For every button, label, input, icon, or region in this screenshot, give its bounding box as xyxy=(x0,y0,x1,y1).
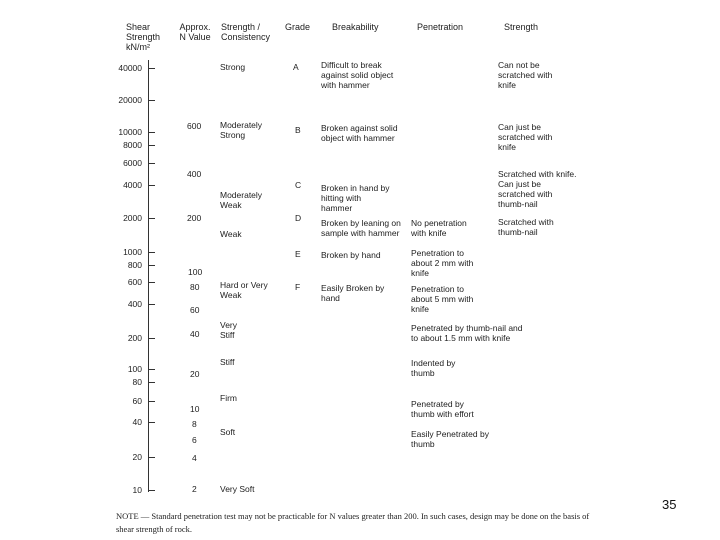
strength-text: Scratched with knife. Can just be scratched with thumb-nail xyxy=(498,169,577,209)
consistency-label: Weak xyxy=(220,229,242,239)
shear-strength-axis xyxy=(148,60,149,492)
axis-tick-label: 400 xyxy=(127,299,142,309)
consistency-label: Stiff xyxy=(220,357,235,367)
header-strength-consistency: Strength / Consistency xyxy=(221,22,271,42)
axis-tick-label: 1000 xyxy=(123,247,142,257)
breakability-text: Difficult to break against solid object with hammer xyxy=(321,60,394,90)
header-penetration: Penetration xyxy=(417,22,464,32)
axis-tick xyxy=(148,401,155,402)
consistency-label: Strong xyxy=(220,62,246,72)
axis-tick xyxy=(148,252,155,253)
axis-tick-label: 6000 xyxy=(123,158,142,168)
axis-tick xyxy=(148,422,155,423)
consistency-label: Hard or Very Weak xyxy=(220,280,268,300)
n-value: 20 xyxy=(190,369,200,379)
header-strength: Strength xyxy=(504,22,539,32)
penetration-text: Penetration to about 5 mm with knife xyxy=(411,284,474,314)
axis-tick-label: 800 xyxy=(127,260,142,270)
penetration-text: Penetrated by thumb with effort xyxy=(411,399,474,419)
axis-tick xyxy=(148,457,155,458)
axis-tick-label: 20000 xyxy=(118,95,142,105)
breakability-text: Broken by leaning on sample with hammer xyxy=(321,218,401,238)
grade-label: B xyxy=(295,125,301,135)
axis-tick-label: 40000 xyxy=(118,63,142,73)
consistency-label: Very Stiff xyxy=(220,320,238,340)
n-value: 6 xyxy=(192,435,197,445)
axis-tick xyxy=(148,132,155,133)
axis-tick-label: 80 xyxy=(132,377,142,387)
breakability-text: Broken in hand by hitting with hammer xyxy=(321,183,390,213)
n-value: 400 xyxy=(187,169,202,179)
header-shear-strength: Shear Strength kN/m² xyxy=(126,22,161,52)
axis-tick-label: 2000 xyxy=(123,213,142,223)
consistency-label: Firm xyxy=(220,393,237,403)
n-value: 100 xyxy=(188,267,203,277)
axis-tick-label: 60 xyxy=(132,396,142,406)
header-n-value: Approx. N Value xyxy=(179,22,211,42)
penetration-text: Easily Penetrated by thumb xyxy=(411,429,489,449)
consistency-label: Very Soft xyxy=(220,484,255,494)
axis-tick xyxy=(148,369,155,370)
axis-tick-label: 8000 xyxy=(123,140,142,150)
page-number: 35 xyxy=(662,497,677,512)
axis-tick xyxy=(148,100,155,101)
grade-label: A xyxy=(293,62,299,72)
axis-tick xyxy=(148,382,155,383)
axis-tick xyxy=(148,338,155,339)
axis-tick xyxy=(148,163,155,164)
grade-label: F xyxy=(295,282,301,292)
strength-text: Scratched with thumb-nail xyxy=(498,217,554,237)
axis-tick xyxy=(148,218,155,219)
consistency-label: Moderately Strong xyxy=(220,120,263,140)
axis-tick xyxy=(148,282,155,283)
axis-tick-label: 40 xyxy=(132,417,142,427)
breakability-text: Easily Broken by hand xyxy=(321,283,385,303)
axis-tick xyxy=(148,185,155,186)
consistency-label: Soft xyxy=(220,427,236,437)
header-grade: Grade xyxy=(285,22,311,32)
penetration-text: Indented by thumb xyxy=(411,358,456,378)
n-value: 40 xyxy=(190,329,200,339)
axis-tick xyxy=(148,490,155,491)
axis-tick xyxy=(148,68,155,69)
penetration-text: Penetration to about 2 mm with knife xyxy=(411,248,474,278)
n-value: 4 xyxy=(192,453,197,463)
n-value: 8 xyxy=(192,419,197,429)
breakability-text: Broken by hand xyxy=(321,250,381,260)
penetration-text: No penetration with knife xyxy=(411,218,467,238)
grade-label: D xyxy=(295,213,302,223)
axis-tick-label: 200 xyxy=(127,333,142,343)
axis-tick-label: 20 xyxy=(132,452,142,462)
axis-tick-label: 10 xyxy=(132,485,142,495)
axis-tick-label: 600 xyxy=(127,277,142,287)
footnote: NOTE — Standard penetration test may not be practicable for N values greater than 200. In such cases, design may be done on the basis of shear strength of rock. xyxy=(116,511,590,534)
grade-label: E xyxy=(295,249,301,259)
header-breakability: Breakability xyxy=(332,22,379,32)
strength-text: Can not be scratched with knife xyxy=(498,60,553,90)
n-value: 2 xyxy=(192,484,197,494)
axis-tick-label: 10000 xyxy=(118,127,142,137)
n-value: 10 xyxy=(190,404,200,414)
axis-tick xyxy=(148,304,155,305)
strength-text: Can just be scratched with knife xyxy=(498,122,553,152)
axis-tick xyxy=(148,265,155,266)
n-value: 80 xyxy=(190,282,200,292)
axis-tick xyxy=(148,145,155,146)
n-value: 600 xyxy=(187,121,202,131)
grade-label: C xyxy=(295,180,302,190)
n-value: 200 xyxy=(187,213,202,223)
consistency-label: Moderately Weak xyxy=(220,190,263,210)
n-value: 60 xyxy=(190,305,200,315)
axis-tick-label: 4000 xyxy=(123,180,142,190)
axis-tick-label: 100 xyxy=(127,364,142,374)
breakability-text: Broken against solid object with hammer xyxy=(321,123,398,143)
penetration-text: Penetrated by thumb-nail and to about 1.5 mm with knife xyxy=(411,323,523,343)
